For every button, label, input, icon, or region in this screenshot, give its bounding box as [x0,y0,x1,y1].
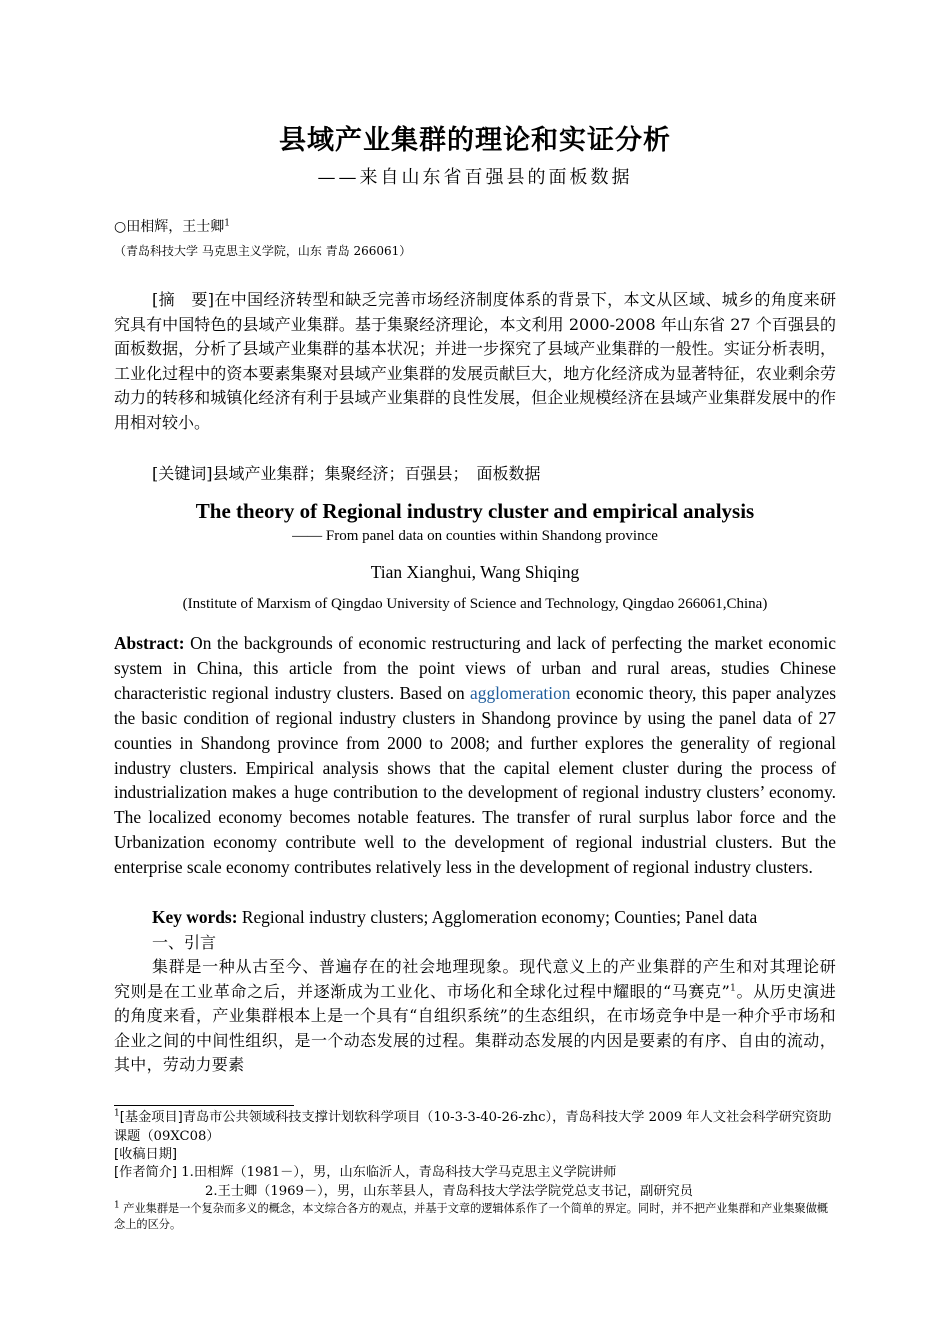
intro-text-2: 。从历史演进的角度来看，产业集群根本上是一个具有“自组织系统”的生态组织，在市场竞争中是一种介乎市场和企业之间的中间性组织，是一个动态发展的过程。集群动态发展的内因是要素的有序、自由的流动，其中，劳动力要素 [114,981,836,1075]
keywords-en-label: Key words: [152,907,238,927]
abstract-en-label: Abstract: [114,633,185,653]
abstract-en-text-2: economic theory, this paper analyzes the basic condition of regional industry clusters in Shandong province by using the panel data of 27 counties in Shandong province from 2000 to 2008; and further explores the generality of regional industry clusters. Empirical analysis shows that the capital element cluster during the process of industrialization makes a huge contribution to the development of regional industry clusters’ economy. The localized economy becomes notable features. The transfer of rural surplus labor force and the Urbanization economy contribute well to the development of regional industrial clusters. But the enterprise scale economy contributes relatively less in the development of regional industry clusters. [114,682,837,878]
intro-paragraph [114,955,836,1078]
footnote-note-mark: 1 [114,1200,120,1211]
footnote-author-2: 2.王士卿（1969－），男，山东莘县人，青岛科技大学法学院党总支书记，副研究员 [205,1184,693,1199]
keywords-cn [114,462,836,487]
footnote-fund-label: [基金项目] [119,1110,183,1125]
footnote-author-1-text: 1.田相辉（1981－），男，山东临沂人，青岛科技大学马克思主义学院讲师 [181,1165,617,1180]
authors-cn-footnote-mark: 1 [224,218,230,229]
footnote-fund [114,1108,836,1146]
paper-subtitle-en: —— From panel data on counties within Shandong province [292,528,658,544]
intro-text-1: 集群是一种从古至今、普遍存在的社会地理现象。现代意义上的产业集群的产生和对其理论研究则是在工业革命之后，并逐渐成为工业化、市场化和全球化过程中耀眼的“马赛克” [114,957,836,1001]
keywords-en-text: Regional industry clusters; Agglomeration economy; Counties; Panel data [241,907,758,927]
abstract-cn-label: [摘 要] [152,290,214,309]
section-heading-intro: 一、引言 [152,933,217,952]
footnote-author-1 [114,1163,836,1182]
footnote-received-label: [收稿日期] [114,1147,178,1162]
footnote-received [114,1145,836,1164]
affiliation-cn: （青岛科技大学 马克思主义学院，山东 青岛 266061） [114,244,412,258]
footnote-note-text: 产业集群是一个复杂而多义的概念，本文综合各方的观点，并基于文章的逻辑体系作了一个简单的界定。同时，并不把产业集群和产业集聚做概念上的区分。 [114,1202,829,1231]
footnote-note [114,1201,836,1233]
intro-footnote-mark: 1 [730,983,737,994]
paper-title-en: The theory of Regional industry cluster and empirical analysis [195,499,755,523]
footnote-author-label: [作者简介] [114,1165,178,1180]
affiliation-en: (Institute of Marxism of Qingdao University of Science and Technology, Qingdao 266061,China) [182,596,768,612]
keywords-cn-text: 县域产业集群；集聚经济；百强县； 面板数据 [212,464,541,483]
paper-subtitle: ——来自山东省百强县的面板数据 [317,167,633,188]
authors-cn-names: ○田相辉，王士卿 [114,219,225,235]
authors-en: Tian Xianghui, Wang Shiqing [370,562,580,582]
footnote-fund-mark: 1 [114,1108,120,1119]
abstract-cn-text: 在中国经济转型和缺乏完善市场经济制度体系的背景下，本文从区域、城乡的角度来研究具有中国特色的县域产业集群。基于集聚经济理论，本文利用 2000-2008 年山东省 27 个百强县的面板数据，分析了县域产业集群的基本状况；并进一步探究了县域产业集群的一般性。实证分析表明，工业化过程中的资本要素集聚对县域产业集群的发展贡献巨大，地方化经济成为显著特征，农业剩余劳动力的转移和城镇化经济有利于县域产业集群的良性发展，但企业规模经济在县域产业集群发展中的作用相对较小。 [114,290,836,432]
footnote-divider [114,1105,294,1106]
agglomeration-link[interactable]: agglomeration [470,682,571,703]
abstract-cn [114,288,836,436]
paper-title: 县域产业集群的理论和实证分析 [279,125,671,156]
keywords-en [114,905,836,930]
keywords-cn-label: [关键词] [152,464,213,483]
footnote-fund-text: 青岛市公共领域科技支撑计划软科学项目（10-3-3-40-26-zhc），青岛科技大学 2009 年人文社会科学研究资助课题（09XC08） [114,1110,832,1144]
abstract-en [114,631,836,880]
authors-cn [114,216,230,236]
abstract-en-text-1: On the backgrounds of economic restructuring and lack of perfecting the market economic system in China, this article from the point views of urban and rural areas, studies Chinese characteristic regional industry clusters. Based on [114,633,836,703]
